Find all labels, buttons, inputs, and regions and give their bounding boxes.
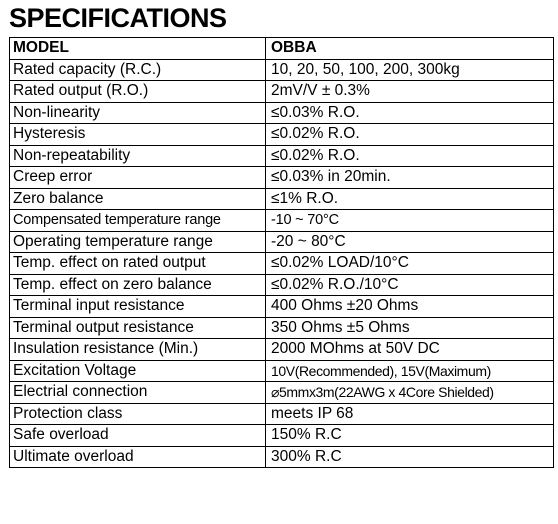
spec-label: Rated output (R.O.) (10, 81, 266, 103)
table-row (10, 403, 554, 425)
spec-label: Insulation resistance (Min.) (10, 339, 266, 361)
page-title: SPECIFICATIONS (9, 3, 227, 33)
header-model-value: OBBA (266, 38, 554, 60)
table-row (10, 446, 554, 468)
spec-value: 10V(Recommended), 15V(Maximum) (266, 360, 554, 382)
spec-label: Non-repeatability (10, 145, 266, 167)
table-header-row (10, 38, 554, 60)
table-row (10, 59, 554, 81)
spec-value: 300% R.C (266, 446, 554, 468)
table-row (10, 81, 554, 103)
spec-label: Safe overload (10, 425, 266, 447)
spec-label: Non-linearity (10, 102, 266, 124)
spec-label: Electrial connection (10, 382, 266, 404)
spec-value: meets IP 68 (266, 403, 554, 425)
spec-value: ≤0.02% R.O. (266, 124, 554, 146)
spec-value: 150% R.C (266, 425, 554, 447)
table-row (10, 188, 554, 210)
spec-label: Compensated temperature range (10, 210, 266, 232)
table-row (10, 210, 554, 232)
spec-label: Temp. effect on zero balance (10, 274, 266, 296)
spec-label: Excitation Voltage (10, 360, 266, 382)
table-row (10, 167, 554, 189)
spec-label: Zero balance (10, 188, 266, 210)
spec-value: ⌀5mmx3m(22AWG x 4Core Shielded) (266, 382, 554, 404)
spec-value: ≤1% R.O. (266, 188, 554, 210)
table-row (10, 231, 554, 253)
table-row (10, 124, 554, 146)
spec-value: ≤0.02% R.O. (266, 145, 554, 167)
spec-value: 2000 MOhms at 50V DC (266, 339, 554, 361)
spec-label: Terminal input resistance (10, 296, 266, 318)
spec-value: ≤0.03% R.O. (266, 102, 554, 124)
table-row (10, 382, 554, 404)
table-row (10, 317, 554, 339)
table-row (10, 145, 554, 167)
spec-value: 350 Ohms ±5 Ohms (266, 317, 554, 339)
table-row (10, 102, 554, 124)
table-row (10, 360, 554, 382)
spec-label: Temp. effect on rated output (10, 253, 266, 275)
spec-value: 400 Ohms ±20 Ohms (266, 296, 554, 318)
specifications-table (9, 37, 554, 468)
table-row (10, 253, 554, 275)
spec-value: 10, 20, 50, 100, 200, 300kg (266, 59, 554, 81)
spec-label: Ultimate overload (10, 446, 266, 468)
spec-value: ≤0.03% in 20min. (266, 167, 554, 189)
spec-value: ≤0.02% R.O./10°C (266, 274, 554, 296)
table-row (10, 296, 554, 318)
spec-label: Rated capacity (R.C.) (10, 59, 266, 81)
table-row (10, 425, 554, 447)
spec-value: 2mV/V ± 0.3% (266, 81, 554, 103)
spec-label: Hysteresis (10, 124, 266, 146)
spec-value: ≤0.02% LOAD/10°C (266, 253, 554, 275)
table-row (10, 274, 554, 296)
header-model-label: MODEL (10, 38, 266, 60)
spec-label: Protection class (10, 403, 266, 425)
spec-label: Operating temperature range (10, 231, 266, 253)
table-row (10, 339, 554, 361)
spec-label: Creep error (10, 167, 266, 189)
spec-value: -20 ~ 80°C (266, 231, 554, 253)
spec-label: Terminal output resistance (10, 317, 266, 339)
spec-value: -10 ~ 70°C (266, 210, 554, 232)
